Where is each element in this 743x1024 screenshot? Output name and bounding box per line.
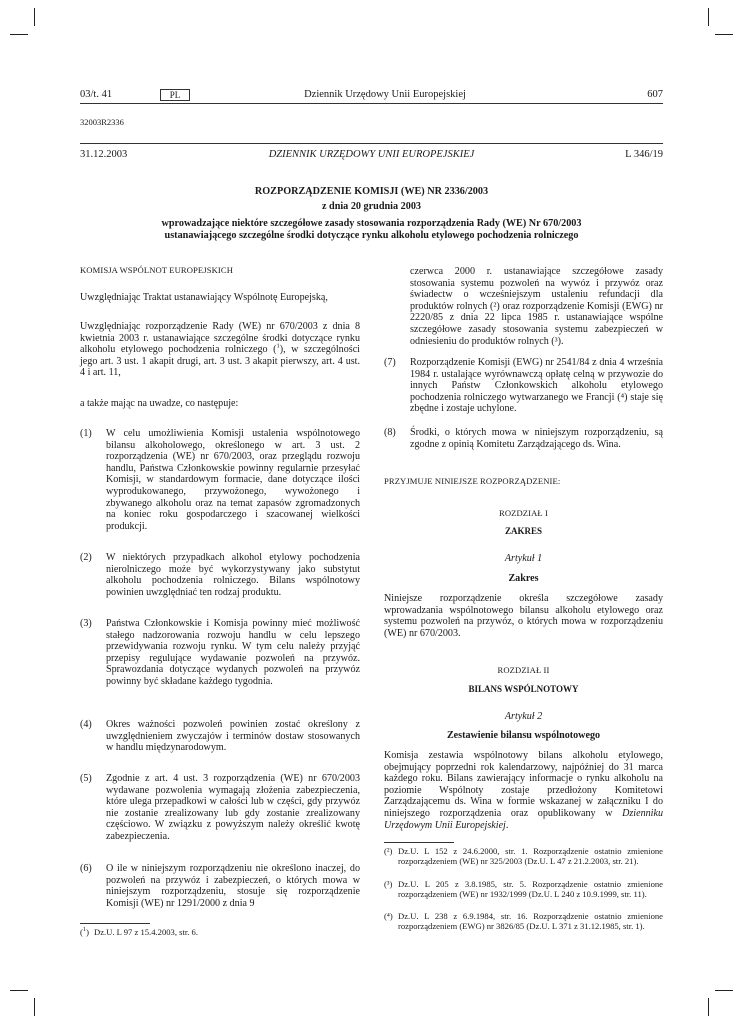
footnote-number: ($^1$) — [80, 926, 89, 937]
oj-reference: L 346/19 — [625, 149, 663, 160]
crop-mark — [708, 998, 709, 1016]
recital-number: (3) — [80, 618, 92, 629]
article-1-text: Niniejsze rozporządzenie określa szczegółowe zasady wprowadzania wspólnotowego bilansu alkoholu etylowego oraz systemu pozwoleń na przywóz, o których mowa w rozporządzeniu (WE) nr 670/2003. — [384, 593, 663, 639]
recital-number: (1) — [80, 428, 92, 439]
treaty-citation: Uwzględniając Traktat ustanawiający Wspólnotę Europejską, — [80, 292, 328, 303]
recital-number: (7) — [384, 357, 396, 368]
footnote-text: Dz.U. L 152 z 24.6.2000, str. 1. Rozporządzenie ostatnio zmienione rozporządzeniem (WE) nr 325/2003 (Dz.U. L 47 z 21.2.2003, str. 21). — [398, 846, 663, 866]
article-2-label: Artykuł 2 — [504, 711, 543, 722]
article-2-text — [384, 750, 663, 831]
regulation-subject-line-2: ustanawiającego szczególne środki dotyczące rynku alkoholu etylowego pochodzenia rolniczego — [164, 230, 579, 241]
article-2-text-end: . — [505, 819, 509, 831]
recital-text: Zgodnie z art. 4 ust. 3 rozporządzenia (WE) nr 670/2003 wydawane pozwolenia wymagają złożenia zabezpieczenia, które ulega przepadkowi w całości lub w części, gdy przywóz nie zostanie zrealizowany lub gdy zostanie zrealizowany częściowo. W związku z powyższym należy określić kwotę zabezpieczenia. — [106, 773, 360, 842]
footnote-text: Dz.U. L 238 z 6.9.1984, str. 16. Rozporządzenie ostatnio zmienione rozporządzeniem (EWG) nr 3826/85 (Dz.U. L 371 z 31.12.1985, str. 1). — [398, 911, 663, 931]
chapter-1-label: ROZDZIAŁ I — [499, 508, 548, 518]
institution: KOMISJA WSPÓLNOT EUROPEJSKICH — [80, 265, 233, 275]
citation-text: Uwzględniając rozporządzenie Rady (WE) nr 670/2003 z dnia 8 kwietnia 2003 r. ustanawiające szczególne środki dotyczące rynku alkoholu etylowego pochodzenia rolniczego ( — [80, 321, 360, 356]
recital-number: (8) — [384, 427, 396, 438]
header-rule — [80, 103, 663, 104]
oj-rule-top — [80, 143, 663, 144]
enacting-formula: PRZYJMUJE NINIEJSZE ROZPORZĄDZENIE: — [384, 476, 561, 486]
regulation-date: z dnia 20 grudnia 2003 — [321, 201, 422, 212]
footnote-text: Dz.U. L 205 z 3.8.1985, str. 5. Rozporządzenie ostatnio zmienione rozporządzeniem (WE) nr 1932/1999 (Dz.U. L 240 z 10.9.1999, str. 11). — [398, 879, 663, 899]
article-1-title: Zakres — [508, 573, 539, 584]
regulation-citation — [80, 321, 360, 379]
whereas-intro: a także mając na uwadze, co następuje: — [80, 398, 239, 409]
journal-name: Dziennik Urzędowy Unii Europejskiej — [304, 89, 466, 100]
recital-text: Rozporządzenie Komisji (EWG) nr 2541/84 z dnia 4 września 1984 r. ustalające wyrównawczą opłatę celną w przywozie do innych Państw Członkowskich alkoholu etylowego pochodzenia rolniczego wytwarzanego we Francji (⁴) staje się zbędne i zostaje uchylone. — [410, 357, 663, 415]
chapter-2-label: ROZDZIAŁ II — [497, 665, 550, 675]
chapter-2-title: BILANS WSPÓLNOTOWY — [468, 684, 579, 694]
publication-date: 31.12.2003 — [80, 149, 128, 160]
celex-number: 32003R2336 — [80, 117, 124, 127]
recital-text: O ile w niniejszym rozporządzeniu nie określono inaczej, do pozwoleń na przywóz i zabezpieczeń, o których mowa w niniejszym rozporządzeniu, stosuje się rozporządzenie Komisji (WE) nr 1291/2000 z dnia 9 — [106, 863, 360, 909]
article-2-title: Zestawienie bilansu wspólnotowego — [446, 730, 601, 741]
volume-ref: 03/t. 41 — [80, 89, 113, 100]
language-badge: PL — [160, 89, 190, 101]
recital-text: Państwa Członkowskie i Komisja powinny mieć możliwość stałego nadzorowania rozwoju handlu w celu lepszego przewidywania rozwoju rynku. W tym celu należy przyjąć przepisy regulujące wydawanie pozwoleń na przywóz. Sprawozdania dotyczące wydanych pozwoleń na przywóz powinny być składane każdego tygodnia. — [106, 618, 360, 687]
footnote-rule — [80, 923, 150, 924]
footnote-ref: 1 — [276, 342, 280, 350]
journal-caps: DZIENNIK URZĘDOWY UNII EUROPEJSKIEJ — [268, 149, 475, 160]
footnote-rule — [384, 842, 454, 843]
crop-mark — [715, 990, 733, 991]
recital-number: (2) — [80, 552, 92, 563]
crop-mark — [708, 8, 709, 26]
footnote-text: Dz.U. L 97 z 15.4.2003, str. 6. — [94, 927, 198, 937]
citation-text-cont: ), w szczególności jego art. 3 ust. 1 akapit drugi, art. 3 ust. 3 akapit pierwszy, art. 4 ust. 4 i art. 11, — [80, 344, 360, 379]
crop-mark — [34, 998, 35, 1016]
regulation-subject-line-1: wprowadzające niektóre szczegółowe zasady stosowania rozporządzenia Rady (WE) Nr 670/2003 — [161, 218, 582, 229]
recital-text: W celu umożliwienia Komisji ustalenia wspólnotowego bilansu alkoholowego, określonego w art. 3 ust. 2 rozporządzenia (WE) nr 670/2003, oraz przeglądu rozwoju handlu, Państwa Członkowskie powinny regularnie przesyłać Komisji, w standardowym formacie, dane dotyczące ilości wyprodukowanego, przywożonego, wywożonego i zbywanego alkoholu oraz na temat zapasów zgromadzonych na koniec roku gospodarczego i szacowanej wielkości produkcji. — [106, 428, 360, 532]
recital-text: W niektórych przypadkach alkohol etylowy pochodzenia nierolniczego może być wykorzystywany jako substytut alkoholu pochodzenia rolniczego. Bilans wspólnotowy powinien uwzględniać ten rodzaj produktu. — [106, 552, 360, 598]
crop-mark — [715, 34, 733, 35]
crop-mark — [34, 8, 35, 26]
article-1-label: Artykuł 1 — [504, 553, 543, 564]
footnote-number: (⁴) — [384, 911, 393, 921]
regulation-title: ROZPORZĄDZENIE KOMISJI (WE) NR 2336/2003 — [254, 186, 489, 197]
recital-number: (4) — [80, 719, 92, 730]
crop-mark — [10, 34, 28, 35]
recital-text: Okres ważności pozwoleń powinien zostać określony z uwzględnieniem zwyczajów i terminów dostaw stosowanych w handlu międzynarodowym. — [106, 719, 360, 754]
footnote-number: (³) — [384, 879, 393, 889]
recital-number: (5) — [80, 773, 92, 784]
recital-text: Środki, o których mowa w niniejszym rozporządzeniu, są zgodne z opinią Komitetu Zarządzającego ds. Wina. — [410, 427, 663, 450]
recital-6-continued: czerwca 2000 r. ustanawiające szczegółowe zasady stosowania systemu pozwoleń na wywóz i przywóz oraz świadectw o wcześniejszym ustaleniu refundacji dla produktów rolnych (²) oraz rozporządzenie Komisji (EWG) nr 2220/85 z dnia 22 lipca 1985 r. ustanawiające wspólne szczegółowe zasady stosowania systemu zabezpieczeń w odniesieniu do produktów rolnych (³). — [410, 266, 663, 347]
chapter-1-title: ZAKRES — [504, 526, 542, 536]
footnote-index: 1 — [82, 926, 87, 934]
article-2-text-body: Komisja zestawia wspólnotowy bilans alkoholu etylowego, obejmujący poprzedni rok kalendarzowy, najpóźniej do 31 marca każdego roku. Bilans zawierający informacje o rynku alkoholu na poziomie Wspólnoty zostaje przedłożony Komitetowi Zarządzającemu ds. Wina w formie wskazanej w załączniku I do niniejszego rozporządzenia oraz opublikowany w — [384, 750, 663, 819]
footnote-number: (²) — [384, 846, 393, 856]
page-number: 607 — [647, 89, 663, 100]
crop-mark — [10, 990, 28, 991]
recital-number: (6) — [80, 863, 92, 874]
journal-title-italic: Dzienniku Urzędowym Unii Europejskiej — [384, 807, 663, 831]
